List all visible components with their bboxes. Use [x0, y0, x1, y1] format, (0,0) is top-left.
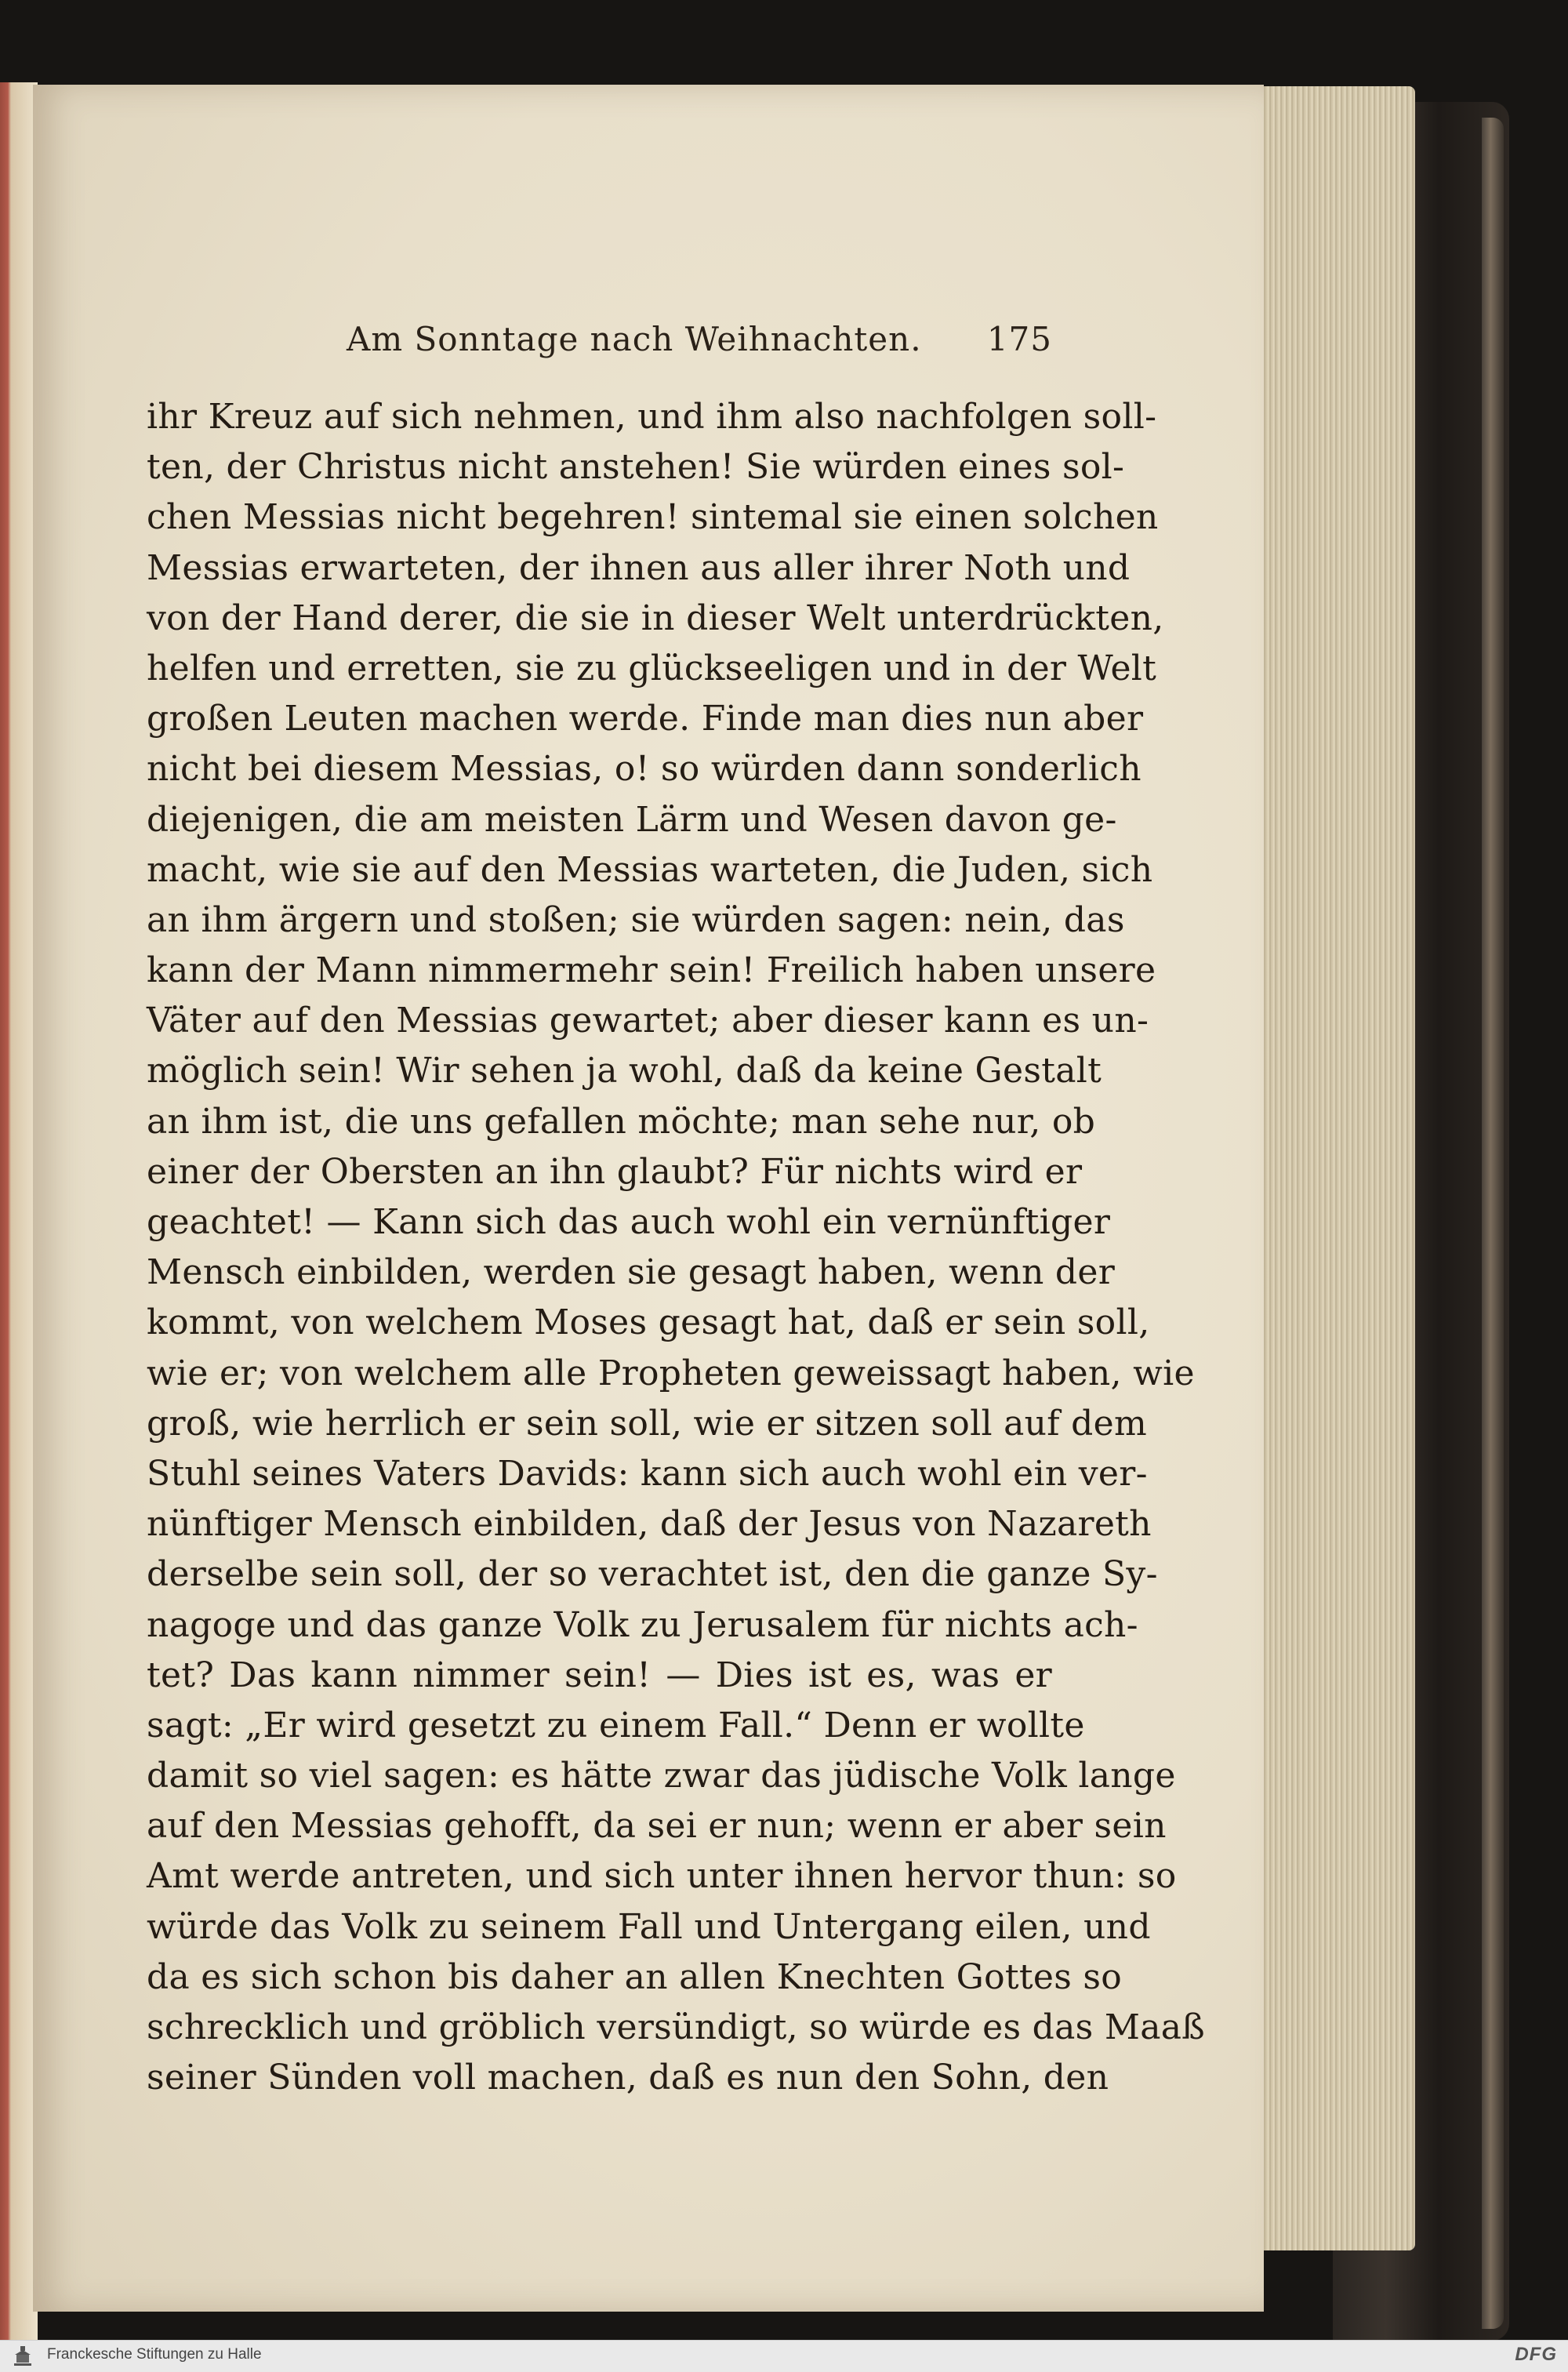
footer-bar [0, 2340, 1568, 2372]
text-line: macht, wie sie auf den Messias warteten, die Juden, sich [147, 849, 1153, 890]
running-head [347, 320, 1052, 367]
book-page [33, 85, 1264, 2312]
text-line: schrecklich und gröblich versündigt, so würde es das Maaß [147, 2007, 1205, 2047]
running-title: Am Sonntage nach Weihnachten. [347, 320, 922, 358]
text-line: diejenigen, die am meisten Lärm und Wesen davon ge- [147, 799, 1117, 840]
text-line: ten, der Christus nicht anstehen! Sie würden eines sol- [147, 447, 1125, 488]
text-line: großen Leuten machen werde. Finde man dies nun aber [147, 699, 1144, 739]
left-page-sliver [0, 82, 38, 2341]
page-number: 175 [986, 320, 1052, 358]
text-line: würde das Volk zu seinem Fall und Untergang eilen, und [147, 1906, 1151, 1947]
page-edges [1239, 86, 1415, 2250]
text-line: nagoge und das ganze Volk zu Jerusalem für nichts ach- [147, 1604, 1138, 1645]
text-line: sagt: „Er wird gesetzt zu einem Fall.“ Denn er wollte [147, 1705, 1085, 1745]
text-line: von der Hand derer, die sie in dieser Welt unterdrückten, [147, 598, 1164, 638]
text-line: kann der Mann nimmermehr sein! Freilich haben unsere [147, 950, 1156, 991]
text-line: an ihm ist, die uns gefallen möchte; man sehe nur, ob [147, 1101, 1096, 1142]
book-cover-edge [1482, 118, 1504, 2329]
text-line: Messias erwarteten, der ihnen aus aller ihrer Noth und [147, 547, 1131, 588]
text-line: nünftiger Mensch einbilden, daß der Jesus von Nazareth [147, 1504, 1152, 1545]
text-line: groß, wie herrlich er sein soll, wie er sitzen soll auf dem [147, 1403, 1147, 1444]
text-line: derselbe sein soll, der so verachtet ist, den die ganze Sy- [147, 1554, 1158, 1595]
text-line: Amt werde antreten, und sich unter ihnen hervor thun: so [147, 1856, 1177, 1897]
text-line: Väter auf den Messias gewartet; aber dieser kann es un- [147, 1001, 1149, 1041]
text-line: ihr Kreuz auf sich nehmen, und ihm also nachfolgen soll- [147, 397, 1157, 437]
text-line: kommt, von welchem Moses gesagt hat, daß er sein soll, [147, 1302, 1150, 1343]
text-line: seiner Sünden voll machen, daß es nun den Sohn, den [147, 2058, 1109, 2098]
text-line: da es sich schon bis daher an allen Knechten Gottes so [147, 1956, 1123, 1997]
text-line: geachtet! — Kann sich das auch wohl ein vernünftiger [147, 1202, 1111, 1242]
text-line: nicht bei diesem Messias, o! so würden dann sonderlich [147, 749, 1142, 790]
text-line: tet? Das kann nimmer sein! — Dies ist es, was er [147, 1655, 1052, 1695]
text-line: an ihm ärgern und stoßen; sie würden sagen: nein, das [147, 899, 1125, 940]
footer-institution: Franckesche Stiftungen zu Halle [47, 2346, 262, 2363]
text-line: möglich sein! Wir sehen ja wohl, daß da keine Gestalt [147, 1051, 1102, 1092]
text-line: damit so viel sagen: es hätte zwar das jüdische Volk lange [147, 1756, 1176, 1796]
text-line: wie er; von welchem alle Propheten geweissagt haben, wie [147, 1353, 1195, 1393]
body-text [147, 392, 1205, 2103]
text-line: Mensch einbilden, werden sie gesagt haben, wenn der [147, 1252, 1116, 1293]
text-line: auf den Messias gehofft, da sei er nun; wenn er aber sein [147, 1806, 1167, 1847]
institution-logo-icon [11, 2344, 34, 2369]
text-line: Stuhl seines Vaters Davids: kann sich auch wohl ein ver- [147, 1453, 1148, 1494]
text-line: helfen und erretten, sie zu glückseeligen und in der Welt [147, 648, 1157, 688]
dfg-logo: DFG [1515, 2344, 1557, 2365]
text-line: einer der Obersten an ihn glaubt? Für nichts wird er [147, 1151, 1083, 1192]
text-line: chen Messias nicht begehren! sintemal sie einen solchen [147, 497, 1159, 538]
